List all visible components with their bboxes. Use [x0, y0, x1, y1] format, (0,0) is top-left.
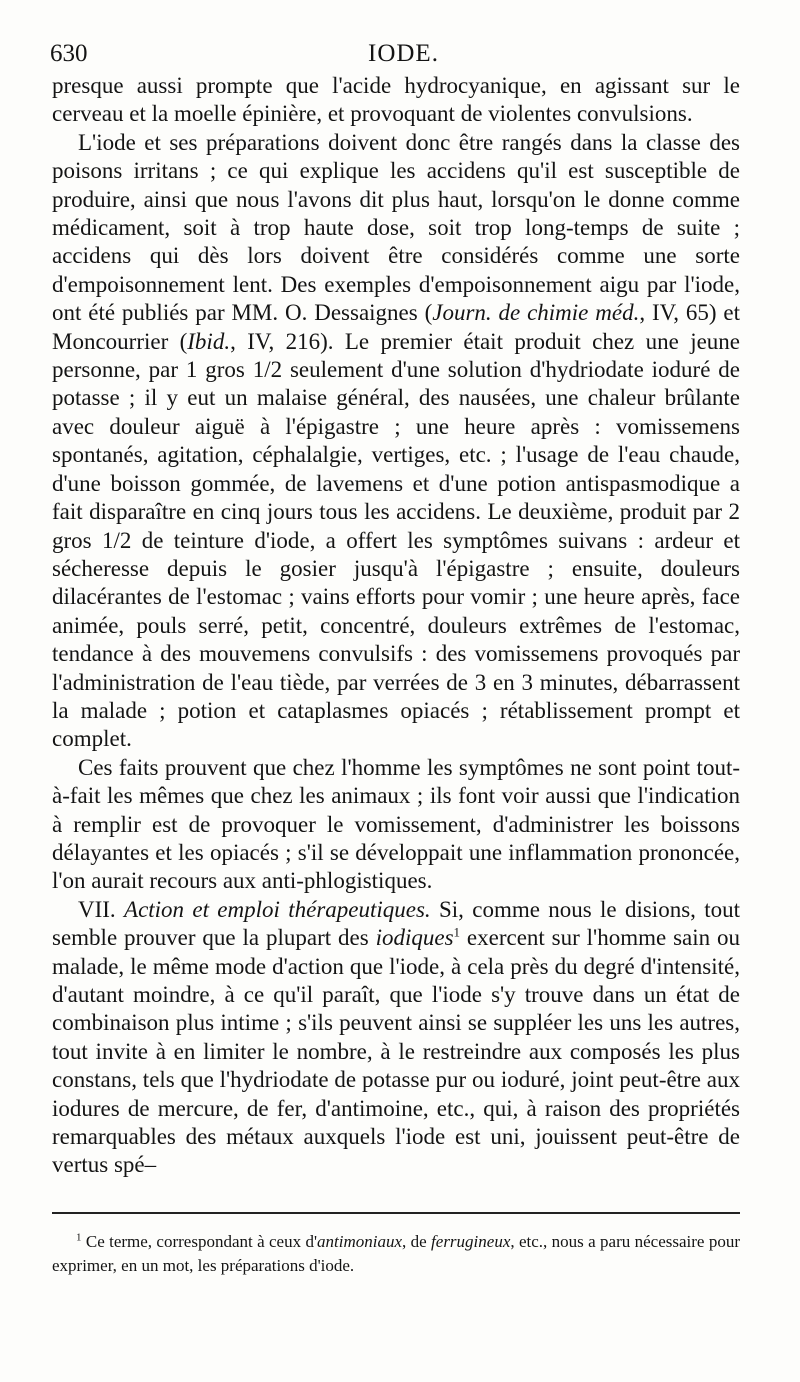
- citation-journal: Journ. de chimie méd.: [432, 300, 640, 326]
- footnote-italic-term: ferrugineux: [431, 1232, 511, 1251]
- running-head: IODE.: [368, 40, 439, 67]
- italic-term: iodiques: [375, 925, 454, 951]
- paragraph-text: presque aussi prompte que l'acide hydrocyanique, en agissant sur le cerveau et la moelle épinière, et provoquant de violentes convulsions.: [52, 73, 740, 127]
- footnote-mark: 1: [76, 1231, 82, 1244]
- paragraph-text: Ces faits prouvent que chez l'homme les symptômes ne sont point tout-à-fait les mêmes que chez les animaux ; ils font voir aussi que l'indication à remplir est de provoquer le vomissement, d'administrer les boissons délayantes et les opiacés ; s'il se développait une inflammation prononcée, l'on aurait recours aux anti-phlogistiques.: [52, 754, 740, 894]
- page-number: 630: [50, 40, 88, 67]
- footnote-divider: [52, 1212, 740, 1214]
- footnote-italic-term: antimoniaux: [317, 1232, 403, 1251]
- paragraph-text: , IV, 216). Le premier était produit chez une jeune personne, par 1 gros 1/2 seulement d'une solution d'hydriodate ioduré de potasse ; il y eut un malaise général, des nausées, une chaleur brûlante avec douleur aiguë à l'épigastre ; une heure après : vomissemens spontanés, agitation, céphalalgie, vertiges, etc. ; l'usage de l'eau chaude, d'une boisson gommée, de lavemens et d'une potion antispasmodique a fait disparaître en cinq jours tous les accidens. Le deuxième, produit par 2 gros 1/2 de teinture d'iode, a offert les symptômes suivans : ardeur et sécheresse depuis le gosier jusqu'à l'épigastre ; ensuite, douleurs dilacérantes de l'estomac ; vains efforts pour vomir ; une heure après, face animée, pouls serré, petit, concentré, douleurs extrêmes de l'estomac, tendance à des mouvemens convulsifs : des vomissemens provoqués par l'administration de l'eau tiède, par verrées de 3 en 3 minutes, débarrassent la malade ; potion et cataplasmes opiacés ; rétablissement prompt et complet.: [52, 328, 740, 752]
- footnote: [52, 1230, 740, 1278]
- section-title: Action et emploi thérapeutiques.: [124, 896, 431, 922]
- section-number: VII.: [78, 896, 116, 922]
- paragraph-text: Si, comme nous le disions, tout semble prouver que la plupart des: [52, 896, 741, 951]
- footnote-text: Ce terme, correspondant à ceux d': [81, 1232, 318, 1251]
- paragraph-text: L'iode et ses préparations doivent donc être rangés dans la classe des poisons irritans ; ce qui explique les accidens qu'il est susceptible de produire, ainsi que nous l'avons dit plus haut, lorsqu'on le donne comme médicament, soit à trop haute dose, soit trop long-temps de suite ; accidens qui dès lors doivent être considérés comme une sorte d'empoisonnement lent. Des exemples d'empoisonnement aigu par l'iode, ont été publiés par MM. O. Dessaignes (: [52, 129, 740, 326]
- footnote-text: , de: [402, 1232, 432, 1251]
- page-header: [50, 40, 760, 74]
- paragraph-symptoms: [52, 754, 740, 896]
- citation-ibid: Ibid.: [187, 328, 231, 354]
- paragraph-text: exercent sur l'homme sain ou malade, le même mode d'action que l'iode, à cela près du degré d'intensité, d'autant moindre, à ce qu'il paraît, que l'iode s'y trouve dans un état de combinaison plus intime ; s'ils peuvent ainsi se suppléer les uns les autres, tout invite à en limiter le nombre, à le restreindre aux composés les plus constans, tels que l'hydriodate de potasse pur ou ioduré, joint peut-être aux iodures de mercure, de fer, d'antimoine, etc., qui, à raison des propriétés remarquables des métaux auxquels l'iode est uni, jouissent peut-être de vertus spé–: [52, 925, 740, 1178]
- body-text: [52, 72, 740, 1180]
- paragraph-section-vii: [52, 896, 740, 1180]
- paragraph-continuation: [52, 72, 740, 129]
- footnote-text: , etc., nous a paru nécessaire pour exprimer, en un mot, les préparations d'iode.: [52, 1232, 740, 1275]
- paragraph-poisoning-cases: [52, 129, 740, 754]
- paragraph-text: , IV, 65) et Moncourrier (: [52, 300, 741, 354]
- footnote-reference[interactable]: 1: [453, 924, 461, 940]
